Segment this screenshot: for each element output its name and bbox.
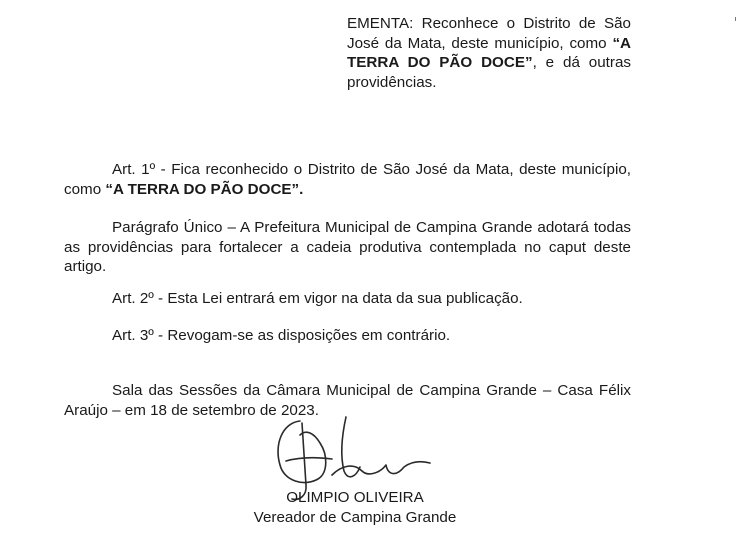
article-1	[64, 160, 631, 199]
closing-sala: Sala das Sessões da Câmara Municipal de Campina Grande – Casa Félix Araújo – em 18 de setembro de 2023.	[64, 382, 631, 419]
article-1-text: Art. 1º - Fica reconhecido o Distrito de São José da Mata, deste município, como	[64, 161, 631, 198]
ementa-suffix: , e dá outras providências.	[347, 54, 631, 91]
signer-name: OLIMPIO OLIVEIRA	[286, 489, 424, 506]
scan-edge-mark	[735, 17, 736, 21]
ementa-prefix: EMENTA: Reconhece o Distrito de São José da Mata, deste município, como	[347, 15, 631, 52]
article-1-highlight: “A TERRA DO PÃO DOCE”.	[105, 180, 304, 198]
ementa-highlight: “A TERRA DO PÃO DOCE”	[347, 34, 631, 71]
ementa-text	[347, 14, 631, 92]
signature-block	[200, 415, 510, 543]
signer-role: Vereador de Campina Grande	[253, 509, 457, 526]
article-3: Art. 3º - Revogam-se as disposições em contrário.	[112, 327, 451, 344]
paragrafo-unico: Parágrafo Único – A Prefeitura Municipal de Campina Grande adotará todas as providências para fortalecer a cadeia produtiva contemplada no caput deste artigo.	[64, 219, 631, 275]
article-2: Art. 2º - Esta Lei entrará em vigor na data da sua publicação.	[112, 290, 523, 307]
